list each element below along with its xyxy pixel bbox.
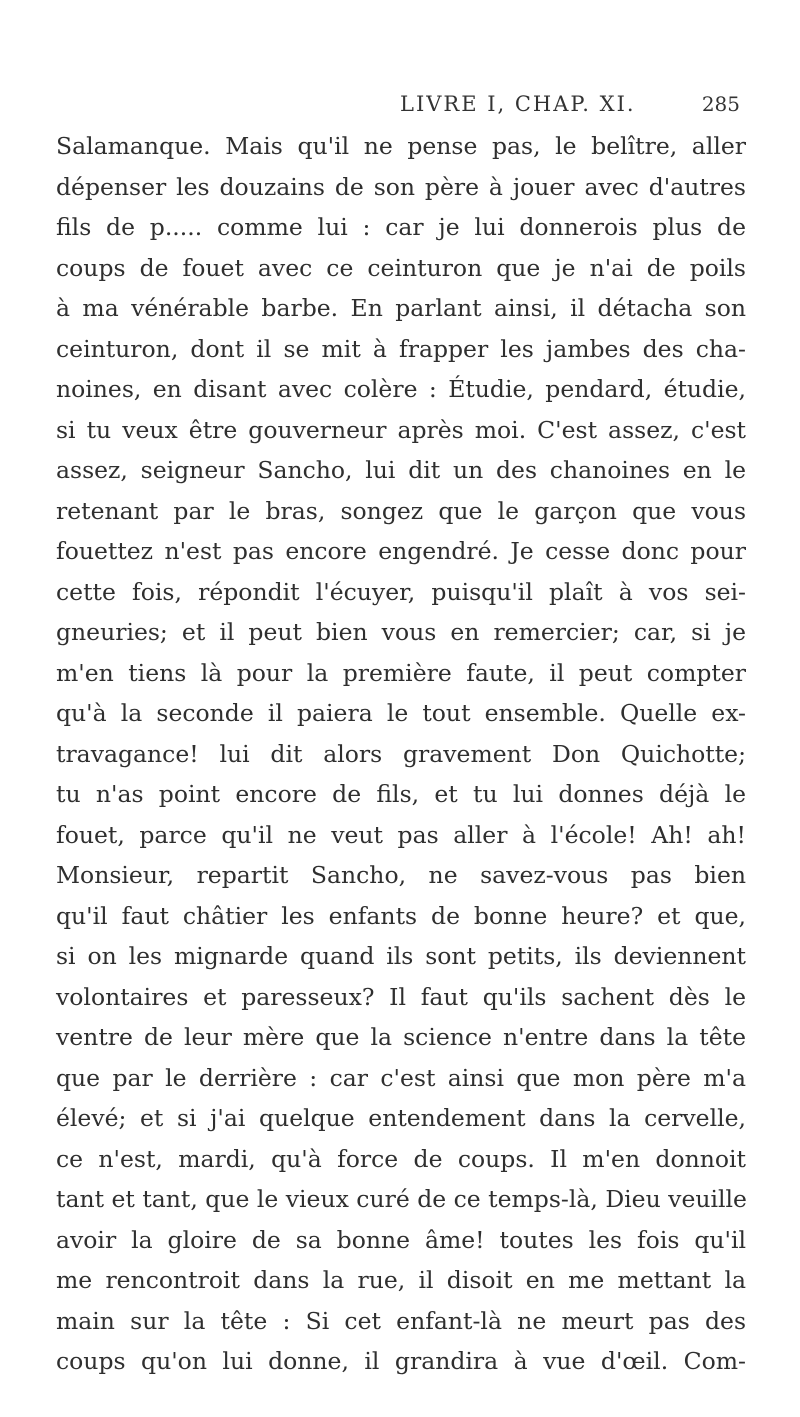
text-line: assez, seigneur Sancho, lui dit un des chanoines en le [56, 456, 746, 484]
text-line: Salamanque. Mais qu'il ne pense pas, le belître, aller [56, 132, 746, 160]
text-line: fouet, parce qu'il ne veut pas aller à l'école! Ah! ah! [56, 820, 746, 849]
text-line: ventre de leur mère que la science n'entre dans la tête [56, 1023, 746, 1051]
text-line: dépenser les douzains de son père à jouer avec d'autres [56, 172, 746, 201]
text-line: élevé; et si j'ai quelque entendement dans la cervelle, [56, 1104, 746, 1132]
text-line: main sur la tête : Si cet enfant-là ne meurt pas des [56, 1306, 746, 1335]
text-line: ce n'est, mardi, qu'à force de coups. Il m'en donnoit [56, 1144, 746, 1173]
text-line: si tu veux être gouverneur après moi. C'est assez, c'est [56, 415, 746, 444]
text-line: tu n'as point encore de fils, et tu lui donnes déjà le [56, 780, 746, 808]
text-line: coups de fouet avec ce ceinturon que je n'ai de poils [56, 253, 746, 282]
text-line: que par le derrière : car c'est ainsi que mon père m'a [56, 1063, 746, 1092]
text-line: avoir la gloire de sa bonne âme! toutes les fois qu'il [56, 1225, 746, 1254]
text-line: Monsieur, repartit Sancho, ne savez-vous pas bien [56, 861, 746, 889]
text-line: à ma vénérable barbe. En parlant ainsi, il détacha son [56, 294, 746, 322]
text-line: si on les mignarde quand ils sont petits, ils deviennent [56, 942, 746, 970]
text-line: tant et tant, que le vieux curé de ce temps-là, Dieu veuille [56, 1185, 747, 1213]
text-line: fouettez n'est pas encore engendré. Je cesse donc pour [56, 537, 746, 565]
text-line: gneuries; et il peut bien vous en remercier; car, si je [56, 618, 746, 646]
body-text [56, 126, 746, 1382]
running-head: LIVRE I, CHAP. XI. [400, 92, 636, 116]
text-line: cette fois, répondit l'écuyer, puisqu'il plaît à vos sei- [56, 577, 746, 606]
text-line: noines, en disant avec colère : Étudie, pendard, étudie, [56, 375, 746, 403]
text-line: retenant par le bras, songez que le garçon que vous [56, 496, 746, 525]
text-line: ceinturon, dont il se mit à frapper les jambes des cha- [56, 334, 746, 363]
text-line: travagance! lui dit alors gravement Don Quichotte; [56, 739, 746, 768]
text-line: m'en tiens là pour la première faute, il peut compter [56, 658, 746, 687]
text-line: coups qu'on lui donne, il grandira à vue d'œil. Com- [56, 1347, 746, 1375]
page-number: 285 [701, 92, 740, 116]
text-line: qu'il faut châtier les enfants de bonne heure? et que, [56, 901, 746, 930]
text-line: qu'à la seconde il paiera le tout ensemble. Quelle ex- [56, 699, 746, 727]
text-line: fils de p..... comme lui : car je lui donnerois plus de [56, 213, 746, 241]
text-line: volontaires et paresseux? Il faut qu'ils sachent dès le [56, 982, 746, 1011]
text-line: me rencontroit dans la rue, il disoit en me mettant la [56, 1266, 746, 1294]
page-header [180, 92, 740, 124]
